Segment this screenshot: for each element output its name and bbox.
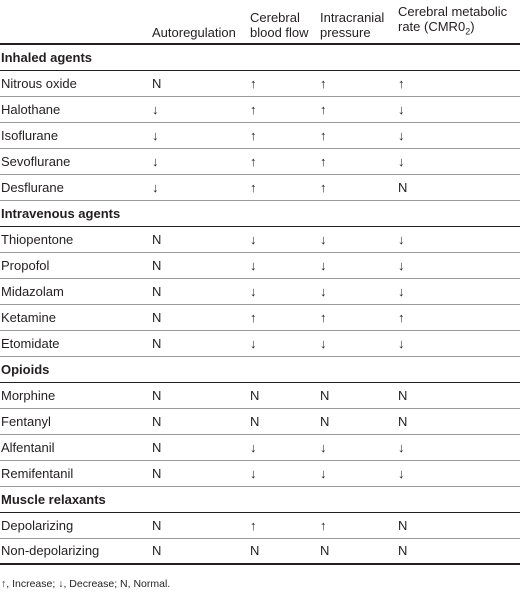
agent-name: Nitrous oxide xyxy=(0,70,150,96)
autoregulation-cell: ↓ xyxy=(150,96,248,122)
table-row xyxy=(0,460,520,486)
intracranial-pressure-cell: ↓ xyxy=(318,330,396,356)
table-row xyxy=(0,382,520,408)
agent-name: Desflurane xyxy=(0,174,150,200)
cmro2-cell: ↓ xyxy=(396,148,520,174)
section-row xyxy=(0,356,520,382)
table-row xyxy=(0,148,520,174)
intracranial-pressure-cell: ↓ xyxy=(318,434,396,460)
autoregulation-cell: ↓ xyxy=(150,122,248,148)
cerebral-blood-flow-cell: ↑ xyxy=(248,174,318,200)
intracranial-pressure-cell: ↓ xyxy=(318,460,396,486)
cmro2-cell: ↓ xyxy=(396,122,520,148)
autoregulation-cell: N xyxy=(150,460,248,486)
section-title: Inhaled agents xyxy=(0,44,520,70)
cerebral-blood-flow-cell: N xyxy=(248,408,318,434)
agent-name: Isoflurane xyxy=(0,122,150,148)
cmro2-cell: ↑ xyxy=(396,304,520,330)
cerebral-blood-flow-cell: ↑ xyxy=(248,122,318,148)
intracranial-pressure-cell: N xyxy=(318,382,396,408)
agent-name: Non-depolarizing xyxy=(0,538,150,564)
cmro2-cell: N xyxy=(396,174,520,200)
cerebral-blood-flow-cell: N xyxy=(248,382,318,408)
cerebral-blood-flow-cell: ↑ xyxy=(248,148,318,174)
autoregulation-cell: N xyxy=(150,278,248,304)
autoregulation-cell: N xyxy=(150,382,248,408)
cmro2-cell: ↓ xyxy=(396,252,520,278)
agent-name: Morphine xyxy=(0,382,150,408)
cerebral-blood-flow-cell: ↓ xyxy=(248,434,318,460)
cerebral-blood-flow-cell: ↑ xyxy=(248,70,318,96)
agent-name: Depolarizing xyxy=(0,512,150,538)
table-row xyxy=(0,70,520,96)
intracranial-pressure-cell: ↑ xyxy=(318,512,396,538)
cmro2-cell: N xyxy=(396,512,520,538)
agent-name: Etomidate xyxy=(0,330,150,356)
intracranial-pressure-cell: ↑ xyxy=(318,174,396,200)
table-row xyxy=(0,538,520,564)
table-row xyxy=(0,96,520,122)
intracranial-pressure-cell: ↑ xyxy=(318,96,396,122)
table-row xyxy=(0,304,520,330)
table-footnote: ↑, Increase; ↓, Decrease; N, Normal. xyxy=(1,578,171,590)
header-row xyxy=(0,0,520,44)
autoregulation-cell: N xyxy=(150,252,248,278)
cerebral-blood-flow-cell: ↓ xyxy=(248,226,318,252)
autoregulation-cell: N xyxy=(150,70,248,96)
autoregulation-cell: N xyxy=(150,408,248,434)
cmro2-cell: ↓ xyxy=(396,460,520,486)
autoregulation-cell: ↓ xyxy=(150,174,248,200)
agent-name: Propofol xyxy=(0,252,150,278)
autoregulation-cell: ↓ xyxy=(150,148,248,174)
autoregulation-cell: N xyxy=(150,434,248,460)
cerebral-blood-flow-cell: ↑ xyxy=(248,96,318,122)
intracranial-pressure-cell: ↑ xyxy=(318,304,396,330)
header-agent xyxy=(0,0,150,44)
cmro2-cell: N xyxy=(396,382,520,408)
agent-name: Halothane xyxy=(0,96,150,122)
cerebral-blood-flow-cell: ↓ xyxy=(248,460,318,486)
autoregulation-cell: N xyxy=(150,304,248,330)
cerebral-blood-flow-cell: ↓ xyxy=(248,252,318,278)
intracranial-pressure-cell: ↑ xyxy=(318,70,396,96)
cmro2-cell: ↑ xyxy=(396,70,520,96)
agent-name: Fentanyl xyxy=(0,408,150,434)
table-row xyxy=(0,434,520,460)
header-cmro2-end: ) xyxy=(470,19,475,35)
autoregulation-cell: N xyxy=(150,538,248,564)
cerebral-blood-flow-cell: ↑ xyxy=(248,512,318,538)
table-row xyxy=(0,226,520,252)
header-intracranial-pressure: Intracranial pressure xyxy=(318,0,396,44)
section-title: Muscle relaxants xyxy=(0,486,520,512)
table-row xyxy=(0,252,520,278)
intracranial-pressure-cell: ↓ xyxy=(318,252,396,278)
cerebral-blood-flow-cell: N xyxy=(248,538,318,564)
agent-name: Alfentanil xyxy=(0,434,150,460)
cmro2-cell: ↓ xyxy=(396,96,520,122)
agent-name: Remifentanil xyxy=(0,460,150,486)
intracranial-pressure-cell: N xyxy=(318,538,396,564)
section-row xyxy=(0,486,520,512)
intracranial-pressure-cell: ↓ xyxy=(318,226,396,252)
header-cerebral-blood-flow: Cerebral blood flow xyxy=(248,0,318,44)
intracranial-pressure-cell: ↑ xyxy=(318,122,396,148)
autoregulation-cell: N xyxy=(150,330,248,356)
autoregulation-cell: N xyxy=(150,226,248,252)
cerebral-blood-flow-cell: ↓ xyxy=(248,278,318,304)
agent-name: Ketamine xyxy=(0,304,150,330)
table-row xyxy=(0,278,520,304)
cerebral-blood-flow-cell: ↑ xyxy=(248,304,318,330)
agent-name: Thiopentone xyxy=(0,226,150,252)
table-row xyxy=(0,174,520,200)
section-title: Opioids xyxy=(0,356,520,382)
cmro2-cell: ↓ xyxy=(396,278,520,304)
table-row xyxy=(0,408,520,434)
header-cmro2 xyxy=(396,0,520,44)
table-row xyxy=(0,330,520,356)
section-row xyxy=(0,200,520,226)
cmro2-cell: N xyxy=(396,538,520,564)
cmro2-cell: ↓ xyxy=(396,226,520,252)
cmro2-cell: ↓ xyxy=(396,434,520,460)
autoregulation-cell: N xyxy=(150,512,248,538)
cmro2-cell: N xyxy=(396,408,520,434)
table-body xyxy=(0,44,520,564)
header-cmro2-subscript: 2 xyxy=(465,27,471,37)
agent-name: Sevoflurane xyxy=(0,148,150,174)
table-row xyxy=(0,512,520,538)
intracranial-pressure-cell: N xyxy=(318,408,396,434)
intracranial-pressure-cell: ↓ xyxy=(318,278,396,304)
section-title: Intravenous agents xyxy=(0,200,520,226)
header-cmro2-main: Cerebral metabolic rate (CMR0 xyxy=(398,4,508,35)
cmro2-cell: ↓ xyxy=(396,330,520,356)
header-autoregulation: Autoregulation xyxy=(150,0,248,44)
intracranial-pressure-cell: ↑ xyxy=(318,148,396,174)
cerebral-blood-flow-cell: ↓ xyxy=(248,330,318,356)
section-row xyxy=(0,44,520,70)
agent-name: Midazolam xyxy=(0,278,150,304)
table-row xyxy=(0,122,520,148)
